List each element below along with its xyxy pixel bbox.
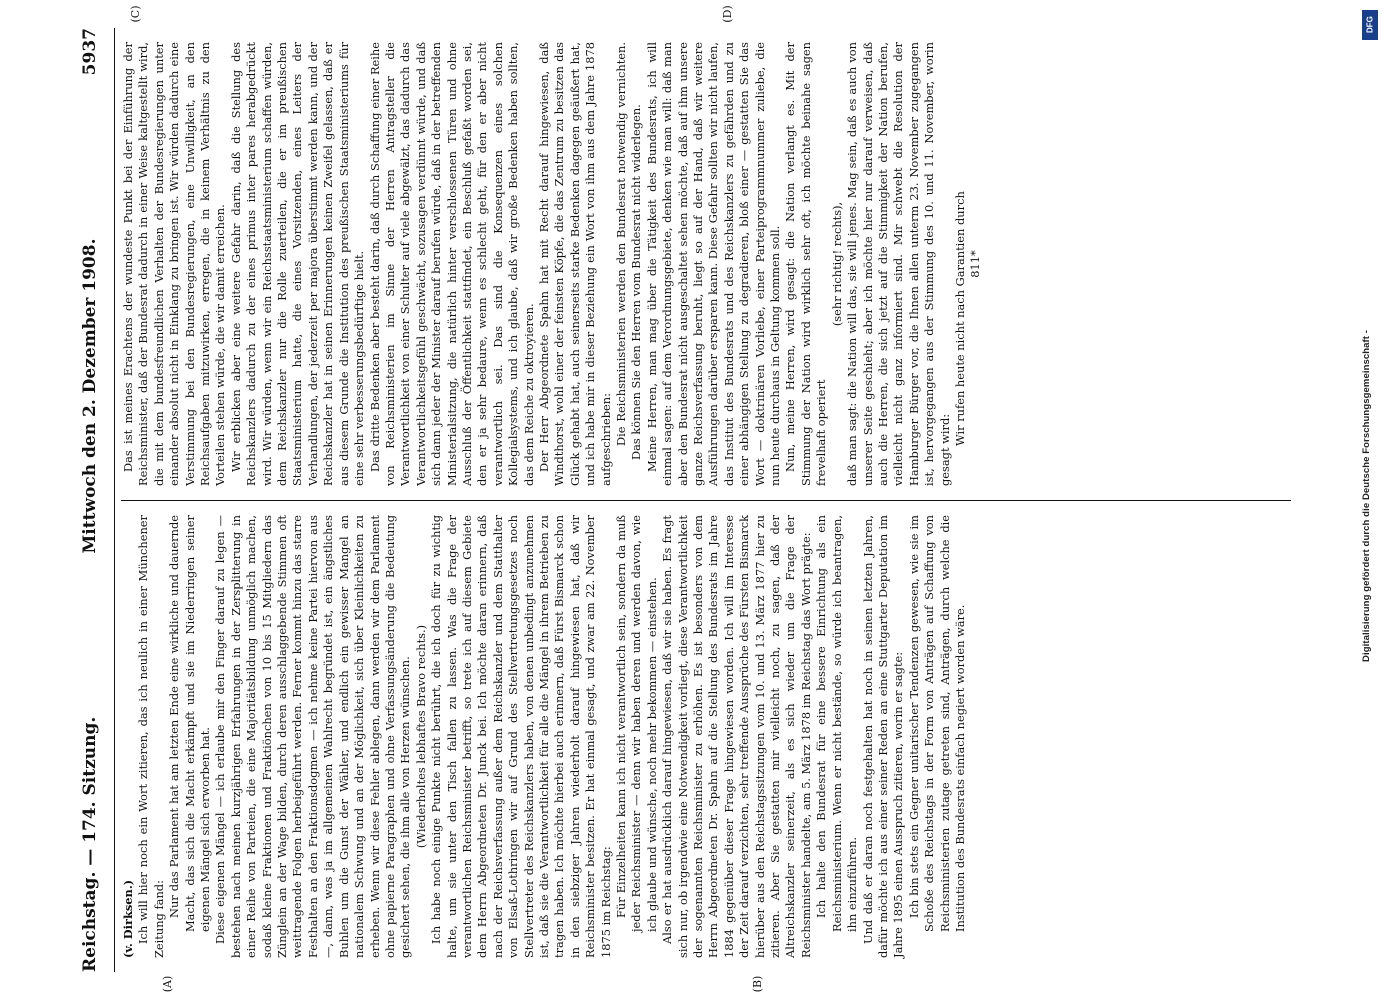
left-column [121,500,1291,972]
credit-text: Digitalisierung gefördert durch die Deutsche Forschungsgemeinschaft - [1361,329,1372,663]
paragraph: Der Herr Abgeordnete Spahn hat mit Recht darauf hingewiesen, daß Windthorst, wohl einer der feinsten Köpfe, die das Zentrum zu besitzen das Glück gehabt hat, auch seinerseits starke Bedenken dagegen geäußert hat, und ich habe mir in dieser Beziehung ein Wort von ihm aus dem Jahre 1878 aufgeschrieben: [536,42,613,486]
quote: Für Einzelheiten kann ich nicht verantwortlich sein, sondern da muß jeder Reichsminister — denn wir haben deren und werden davon, wie ich glaube und wünsche, noch mehr bekommen — einstehen. [614,515,659,932]
paragraph: Diese eigenen Mängel — ich erlaube mir den Finger darauf zu legen — bestehen nach meinen kurzjährigen Erfahrungen in der Zersplitterung in einer Reihe von Parteien, die eine Majoritätsbildung unmöglich machen, sodaß kleine Fraktionen und Fraktiönchen von 10 bis 15 Mitgliedern das Zünglein an der Wage bilden, durch deren ausschlaggebende Stimmen oft weittragende Folgen herbeigeführt werden. Ferner kommt hinzu das starre Festhalten an den Fraktionsdogmen — ich nehme keine Partei hiervon aus —, dann, was ja im allgemeinen Wahlrecht begründet ist, ein ängstliches Buhlen um die Gunst der Wähler, und endlich ein gewisser Mangel an nationalem Schwung und an der Möglichkeit, sich über Kleinlichkeiten zu erheben. Wenn wir diese Fehler ablegen, dann werden wir dem Parlament ohne papierne Paragraphen und ohne Verfassungsänderung die Bedeutung gesichert sehen, die ihm alle von Herzen wünschen. [213,515,413,958]
margin-mark-b: (B) [751,975,764,993]
margin-mark-a: (A) [161,975,174,993]
signature-mark: 811* [968,250,983,278]
interjection: (sehr richtig! rechts), [829,201,844,327]
interjection: (Wiederholtes lebhaftes Bravo rechts.) [413,624,428,849]
margin-mark-d: (D) [721,5,734,23]
paragraph: daß man sagt: die Nation will das, sie will jenes. Mag sein, daß es auch von unserer Seite geschieht; aber ich möchte hier nur darauf verweisen, daß auch die Herren, die sich jetzt auf die Stimmigkeit der Nation berufen, vielleicht nicht ganz informiert sind. Mir schwebt die Resolution der Hamburger Bürger vor, die Ihnen allen unterm 23. November zugegangen ist, hervorgegangen aus der Stimmung des 10. und 11. November, worin gesagt wird: [845,42,952,486]
page-number: 5937 [80,28,100,76]
paragraph: Ich habe noch einige Punkte nicht berührt, die ich doch für zu wichtig halte, um sie unter den Tisch fallen zu lassen. Was die Frage der verantwortlichen Reichsminister betrifft, so trete ich auf diesem Gebiete dem Herrn Abgeordneten Dr. Junck bei. Ich möchte daran erinnern, daß nach der Reichsverfassung außer dem Reichskanzler und dem Statthalter von Elsaß-Lothringen wir auf Grund des Stellvertretungsgesetzes noch Stellvertreter des Reichskanzlers haben, von denen unbedingt anzunehmen ist, daß sie die Verantwortlichkeit für alle die Mängel in ihrem Betrieben zu tragen haben. Ich möchte hierbei auch erinnern, daß Fürst Bismarck schon in den siebziger Jahren wiederholt darauf hingewiesen hat, daß wir Reichsminister besitzen. Er hat einmal gesagt, und zwar am 22. November 1875 im Reichstag: [429,515,613,958]
paragraph: Das ist meines Erachtens der wundeste Punkt bei der Einführung der Reichsminister, daß der Bundesrat dadurch in einer Weise kaltgestellt wird, die mit dem bundesfreundlichen Verhalten der Bundesregierungen unter einander absolut nicht in Einklang zu bringen ist. Wir würden dadurch eine Verstimmung bei den Bundesregierungen, eine Unwilligkeit, an den Reichsaufgaben mitzuwirken, erregen, die in keinem Verhältnis zu den Vorteilen stehen würde, die wir damit erreichen. [121,42,228,486]
quote: Nur das Parlament hat am letzten Ende eine wirkliche und dauernde Macht, das sich die Macht erkämpft und sie im Niederringen seiner eigenen Mängel sich erworben hat. [167,515,213,932]
margin-mark-c: (C) [129,5,142,23]
paragraph: Wir erblicken aber eine weitere Gefahr darin, daß die Stellung des Reichskanzlers dadurch zu der eines primus inter pares herabgedrückt wird. Wir würden, wenn wir ein Reichsstaatsministerium schaffen würden, dem Reichskanzler nur die Rolle zuerteilen, die er im preußischen Staatsministerium hatte, die eines Vorsitzenden, eines Leiters der Verhandlungen, der jederzeit per majora überstimmt werden kann, und der Reichskanzler hat in seinen Erinnerungen keinen Zweifel gelassen, daß er aus diesem Grunde die Institution des preußischen Staatsministeriums für eine sehr verbesserungsbedürftige hielt. [228,42,367,486]
dfg-logo: DFG [1362,10,1378,40]
right-column [121,28,1291,500]
speaker-label: (v. Dirksen.) [121,879,135,958]
page-header [80,28,114,972]
digitization-credit [1359,6,1381,994]
quote: Die Reichsministerien werden den Bundesrat notwendig vernichten. Das können Sie den Herren vom Bundesrat nicht widerlegen. [614,42,644,460]
paragraph: Das dritte Bedenken aber besteht darin, daß durch Schaffung einer Reihe von Reichsministerien im Sinne der Herren Antragsteller die Verantwortlichkeit von einer Schulter auf viele abgewälzt, das dadurch das Verantwortlichkeitsgefühl geschwächt, sozusagen verdünnt würde, und daß sich dann jeder der Minister darauf berufen würde, daß in der betreffenden Ministerialsitzung, die natürlich hinter verschlossenen Türen und ohne Ausschluß der Öffentlichkeit stattfindet, ein Beschluß gefaßt worden sei, den er ja sehr bedaure, wenn es schlecht geht, für den er aber nicht verantwortlich sei. Das sind die Konsequenzen eines solchen Kollegialsystems, und ich glaube, daß wir große Bedenken haben sollten, das dem Reiche zu oktroyieren. [367,42,536,486]
header-rule [114,28,115,972]
quote: Wir rufen heute nicht nach Garantien durch [952,191,967,446]
quote: Ich bin stets ein Gegner unitarischer Tendenzen gewesen, wie sie im Schoße des Reichstags in der Form von Anträgen auf Schaffung von Reichsministerien zutage getreten sind, Anträgen, durch welche die Institution des Bundesrats einfach negiert worden wäre. [906,515,967,932]
paragraph: Ich will hier noch ein Wort zitieren, das ich neulich in einer Münchener Zeitung fand: [136,515,166,958]
paragraph: Also er hat ausdrücklich darauf hingewiesen, daß wir sie haben. Es fragt sich nur, ob irgendwie eine Notwendigkeit vorliegt, diese Verantwortlichkeit der sogenannten Reichsminister zu erhöhen. Es ist besonders von dem Herrn Abgeordneten Dr. Spahn auf die Stellung des Bundesrats im Jahre 1884 gegenüber dieser Frage hingewiesen worden. Ich will im Interesse der Zeit darauf verzichten, sehr treffende Aussprüche des Fürsten Bismarck hierüber aus den Reichstagssitzungen vom 10. und 13. März 1877 hier zu zitieren. Aber Sie gestatten mir vielleicht noch, zu sagen, daß der Altreichskanzler seinerzeit, als es sich wieder um die Frage der Reichsminister handelte, am 5. März 1878 im Reichstag das Wort prägte: [660,515,813,958]
header-center: Mittwoch den 2. Dezember 1908. [80,238,100,554]
paragraph: Meine Herren, man mag über die Tätigkeit des Bundesrats, ich will einmal sagen: auf dem Verordnungsgebiete, denken wie man will: daß man aber den Bundesrat nicht ausgeschaltet sehen möchte, daß auf ihm unsere ganze Reichsverfassung beruht, liegt so auf der Hand, daß wir weitere Ausführungen darüber ersparen kann. Diese Gefahr sollten wir nicht laufen, das Institut des Bundesrats und des Reichskanzlers zu gefährden und zu einer abhängigen Stellung zu degradieren, bloß einer — gestatten Sie das Wort — doktrinären Vorliebe, einer Parteiprogrammnummer zuliebe, die nun heute durchaus in Geltung kommen soll. [644,42,783,486]
two-column-body [121,5,1291,993]
quote: Ich halte den Bundesrat für eine bessere Einrichtung als ein Reichsministerium. Wenn er nicht bestände, so würde ich beantragen, ihn einzuführen. [814,515,860,932]
paragraph: Und daß er daran noch festgehalten hat noch in seinen letzten Jahren, dafür möchte ich aus einer seiner Reden an eine Stuttgarter Deputation im Jahre 1895 einen Ausspruch zitieren, worin er sagte: [860,515,906,958]
header-left: Reichstag. — 174. Sitzung. [80,716,100,972]
document-page [40,0,1340,1000]
paragraph: Nun, meine Herren, wird gesagt: die Nation verlangt es. Mit der Stimmung der Nation wird wirklich sehr oft, ich möchte beinahe sagen frevelhaft operiert [783,42,829,486]
